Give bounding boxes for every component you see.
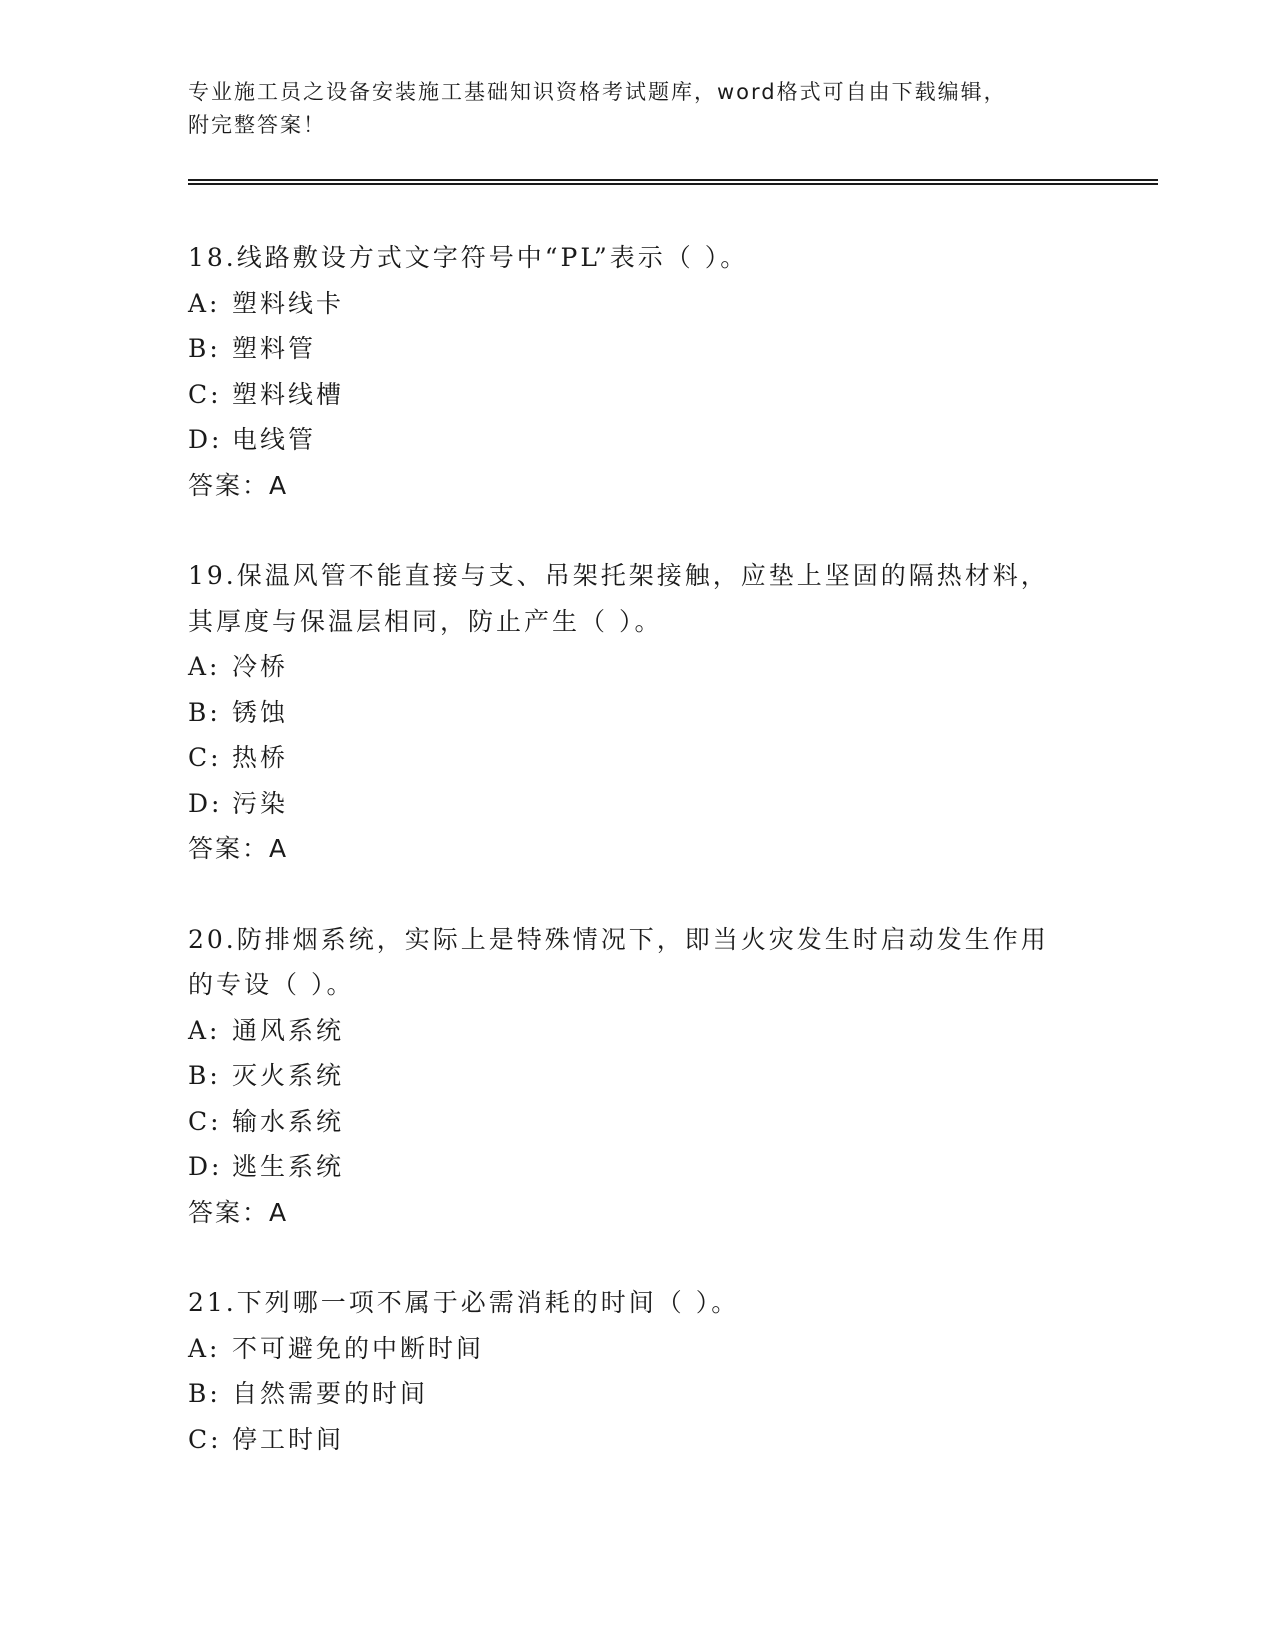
option-key: C: (188, 379, 222, 409)
question-stem-line: 其厚度与保温层相同，防止产生（ ）。 (188, 606, 663, 636)
header-line-1: 专业施工员之设备安装施工基础知识资格考试题库，word格式可自由下载编辑， (188, 80, 1007, 104)
option-key: B: (188, 1379, 221, 1408)
option-text: 塑料线卡 (232, 288, 345, 318)
answer-option (188, 1099, 1088, 1145)
option-text: 输水系统 (232, 1106, 345, 1136)
answer-option (188, 644, 1088, 690)
option-key: B: (188, 697, 221, 727)
answer-option (188, 1326, 1088, 1372)
answer-option (188, 417, 1088, 463)
option-key: A: (188, 652, 221, 681)
question-stem-line: 的专设（ ）。 (188, 970, 355, 999)
question-stem (188, 1280, 1088, 1326)
option-text: 塑料线槽 (232, 379, 345, 409)
question-stem-line: 21.下列哪一项不属于必需消耗的时间（ ）。 (188, 1288, 740, 1317)
answer-option (188, 735, 1088, 781)
answer-option (188, 326, 1088, 372)
answer-option (188, 781, 1088, 827)
question-stem-line: 18.线路敷设方式文字符号中“PL”表示（ ）。 (188, 243, 749, 272)
answer-option (188, 1144, 1088, 1190)
option-text: 热桥 (232, 743, 289, 772)
option-key: A: (188, 288, 221, 318)
answer-option (188, 690, 1088, 736)
header-line-2: 附完整答案！ (188, 113, 326, 137)
option-key: D: (188, 425, 223, 454)
option-key: B: (188, 334, 221, 363)
question-block (188, 917, 1088, 1236)
question-stem (188, 917, 1088, 1008)
option-text: 塑料管 (232, 334, 317, 363)
question-block (188, 553, 1088, 872)
option-text: 停工时间 (232, 1424, 345, 1454)
answer-option (188, 1417, 1088, 1463)
answer-option (188, 281, 1088, 327)
question-stem-line: 19.保温风管不能直接与支、吊架托架接触，应垫上坚固的隔热材料， (188, 561, 1049, 590)
answer-option (188, 1371, 1088, 1417)
question-stem (188, 235, 1088, 281)
option-text: 污染 (232, 788, 289, 818)
answer-line: 答案：A (188, 470, 289, 500)
option-key: D: (188, 1152, 223, 1181)
answer-option (188, 1053, 1088, 1099)
option-text: 通风系统 (232, 1015, 345, 1045)
question-block (188, 1280, 1088, 1462)
option-text: 冷桥 (232, 652, 289, 681)
option-key: A: (188, 1333, 221, 1363)
question-stem (188, 553, 1088, 644)
option-key: D: (188, 788, 223, 818)
option-text: 逃生系统 (232, 1152, 345, 1181)
question-block (188, 235, 1088, 508)
answer-option (188, 372, 1088, 418)
option-key: A: (188, 1015, 221, 1045)
option-key: C: (188, 1424, 222, 1454)
option-key: C: (188, 1106, 222, 1136)
answer-line: 答案：A (188, 834, 289, 863)
option-text: 锈蚀 (232, 697, 289, 727)
document-header (188, 76, 1068, 142)
option-text: 自然需要的时间 (232, 1379, 429, 1408)
answer-option (188, 1008, 1088, 1054)
question-stem-line: 20.防排烟系统，实际上是特殊情况下，即当火灾发生时启动发生作用 (188, 924, 1049, 954)
header-divider (188, 179, 1158, 185)
option-text: 电线管 (232, 425, 317, 454)
option-text: 不可避免的中断时间 (232, 1333, 485, 1363)
option-key: C: (188, 743, 222, 772)
answer-line: 答案：A (188, 1197, 289, 1227)
option-key: B: (188, 1061, 221, 1090)
question-list (188, 235, 1088, 1507)
option-text: 灭火系统 (232, 1061, 345, 1090)
